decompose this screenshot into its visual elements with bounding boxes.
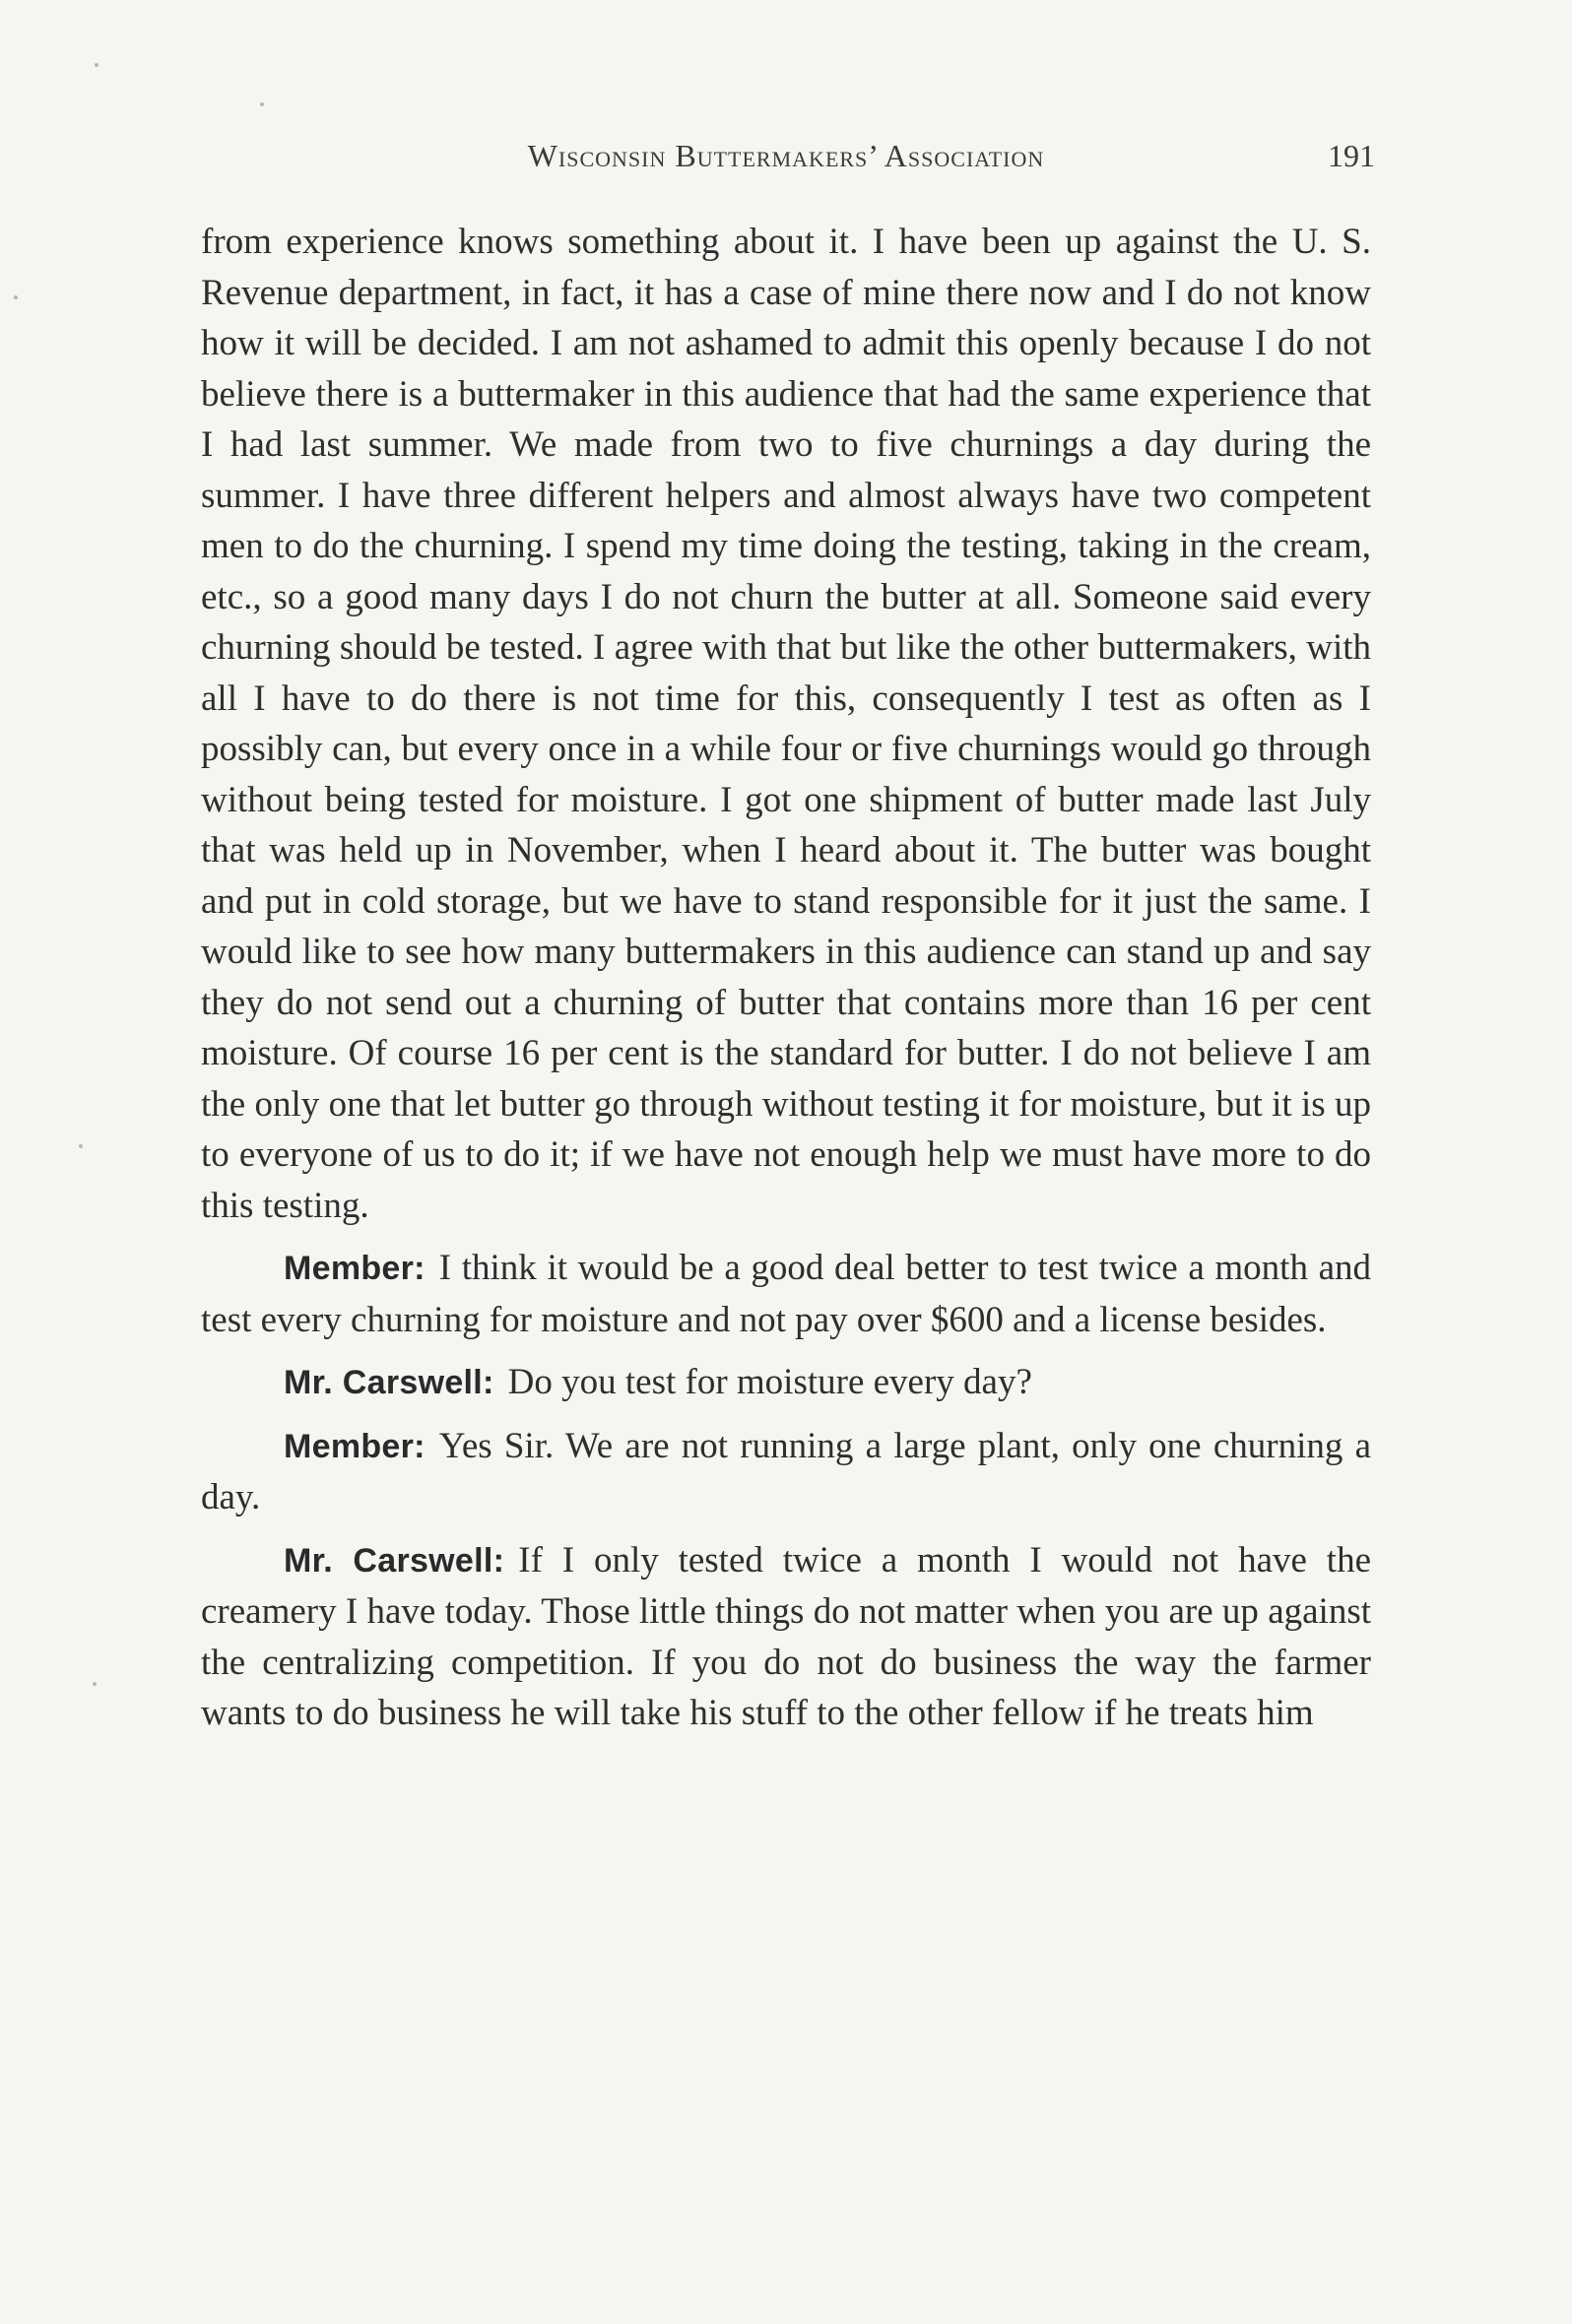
paper-speck [95, 63, 98, 67]
speaker-label: Member: [284, 1427, 426, 1465]
speaker-label: Member: [284, 1250, 426, 1287]
dialogue-paragraph [201, 1357, 1371, 1409]
running-title: Wisconsin Buttermakers’ Association [527, 138, 1045, 173]
dialogue-paragraph [201, 1421, 1371, 1523]
paper-speck [79, 1144, 83, 1148]
body-text [201, 217, 1371, 1739]
speaker-label: Mr. Carswell: [284, 1541, 505, 1580]
dialogue-paragraph [201, 1243, 1371, 1345]
paragraph-text: Yes Sir. We are not running a large plant, only one churning a day. [201, 1425, 1371, 1517]
paper-speck [14, 295, 18, 299]
paragraph-text: from experience knows something about it. I have been up against the U. S. Revenue department, in fact, it has a case of mine there now and I do not know how it will be decided. I am not ashamed to admit this openly because I do not believe there is a buttermaker in this audience that had the same experience that I had last summer. We made from two to five churnings a day during the summer. I have three different helpers and almost always have two competent men to do the churning. I spend my time doing the testing, taking in the cream, etc., so a good many days I do not churn the butter at all. Someone said every churning should be tested. I agree with that but like the other buttermakers, with all I have to do there is not time for this, consequently I test as often as I possibly can, but every once in a while four or five churnings would go through without being tested for moisture. I got one shipment of butter made last July that was held up in November, when I heard about it. The butter was bought and put in cold storage, but we have to stand responsible for it just the same. I would like to see how many buttermakers in this audience can stand up and say they do not send out a churning of butter that contains more than 16 per cent moisture. Of course 16 per cent is the standard for butter. I do not believe I am the only one that let butter go through without testing it for moisture, but it is up to everyone of us to do it; if we have not enough help we must have more to do this testing. [201, 222, 1371, 1226]
paper-speck [260, 102, 264, 106]
paragraph-continuation [201, 217, 1371, 1231]
paper-speck [93, 1682, 97, 1686]
paragraph-text: Do you test for moisture every day? [507, 1362, 1032, 1402]
page-number: 191 [1328, 138, 1375, 173]
paragraph-text: If I only tested twice a month I would not have the creamery I have today. Those little things do not matter when you are up against the centralizing competition. If you do not do business the way the farmer wants to do business he will take his stuff to the other fellow if he treats him [201, 1539, 1371, 1733]
running-head [197, 138, 1375, 181]
dialogue-paragraph [201, 1535, 1371, 1739]
speaker-label: Mr. Carswell: [284, 1364, 494, 1401]
paragraph-text: I think it would be a good deal better to test twice a month and test every churning for moisture and not pay over $600 and a license besides. [201, 1248, 1371, 1340]
